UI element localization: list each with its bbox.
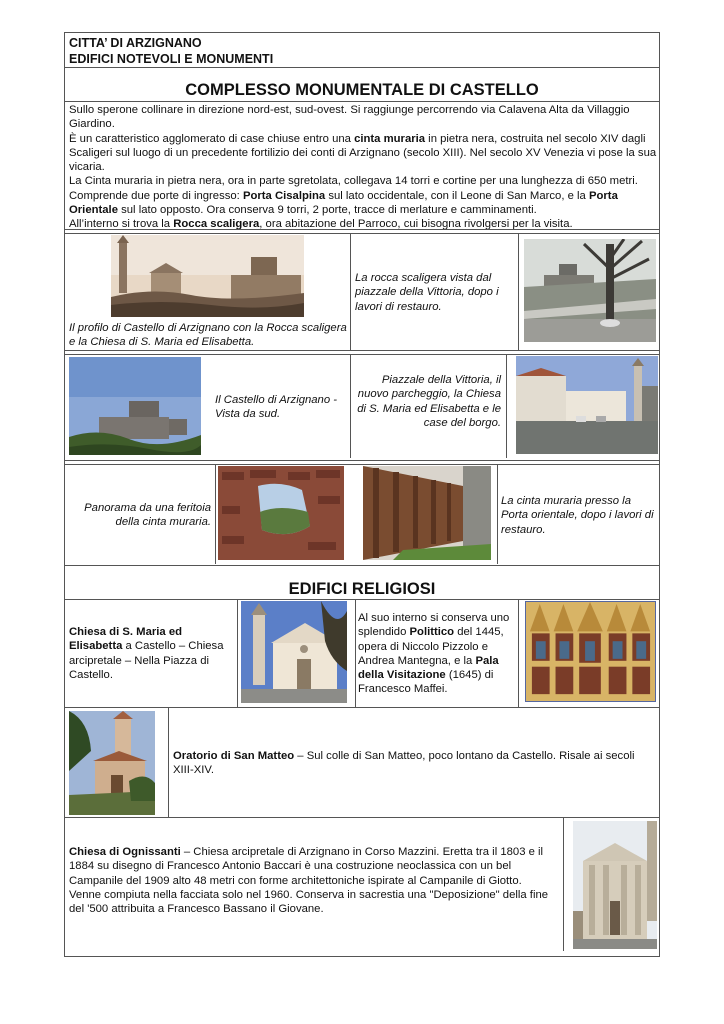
photo-panorama-feritoia: [218, 466, 344, 560]
paragraph-history: È un caratteristico agglomerato di case chiuse entro una cinta muraria in pietra nera, costruita nel secolo XIV dagli Scaligeri sul luogo di un precedente fortilizio dei conti di Arzignano (secolo XIII). Nel secolo XV Venezia vi pose la sua vicaria.: [69, 132, 657, 174]
divider: [497, 464, 498, 564]
document-header: [65, 33, 659, 68]
divider: [65, 101, 659, 102]
divider: [65, 229, 659, 230]
caption-piazzale: Piazzale della Vittoria, il nuovo parcheggio, la Chiesa di S. Maria ed Elisabetta e le case del borgo.: [357, 374, 501, 429]
photo-castello-sud: [69, 357, 201, 455]
castello-description: [69, 103, 657, 232]
caption-vista-sud: Il Castello di Arzignano - Vista da sud.: [215, 394, 338, 421]
divider: [563, 817, 564, 951]
photo-polittico: [525, 601, 656, 702]
photo-oratorio-san-matteo: [69, 711, 155, 815]
divider: [518, 599, 519, 707]
san-matteo-description: Oratorio di San Matteo – Sul colle di San Matteo, poco lontano da Castello. Risale ai secoli XIII-XIV.: [173, 750, 635, 777]
section-title-castello: COMPLESSO MONUMENTALE DI CASTELLO: [185, 81, 539, 99]
divider: [215, 464, 216, 564]
divider: [65, 354, 659, 355]
divider: [65, 817, 659, 818]
santa-maria-description: Al suo interno si conserva uno splendido Polittico del 1445, opera di Niccolo Pizzolo e Andrea Mantegna, e la Pala della Visitazione (1645) di Francesco Maffei.: [358, 612, 510, 696]
caption-panorama: Panorama da una feritoia della cinta muraria.: [84, 502, 211, 529]
photo-chiesa-ognissanti: [573, 821, 657, 949]
photo-piazzale-vittoria: [516, 356, 658, 454]
divider: [518, 233, 519, 350]
paragraph-walls: La Cinta muraria in pietra nera, ora in parte sgretolata, collegava 14 torri e cortine per una lunghezza di 650 metri. Comprende due porte di ingresso: Porta Cisalpina sul lato occidentale, con il Leone di San Marco, e la Porta Orientale sul lato opposto. Ora conserva 9 torri, 2 porte, tracce di merlature e camminamenti.: [69, 175, 638, 217]
divider: [168, 707, 169, 817]
photo-chiesa-santa-maria: [241, 601, 347, 703]
photo-castello-profile: [111, 235, 304, 317]
section-title-religiosi: EDIFICI RELIGIOSI: [288, 580, 436, 598]
divider: [350, 233, 351, 350]
paragraph-rocca: All’interno si trova la Rocca scaligera, ora abitazione del Parroco, cui bisogna rivolgersi per la visita.: [69, 218, 573, 231]
header-city: CITTA’ DI ARZIGNANO: [69, 36, 202, 50]
paragraph-location: Sullo sperone collinare in direzione nord-est, sud-ovest. Si raggiunge percorrendo via Calavena Alta da Villaggio Giardino.: [69, 104, 630, 131]
divider: [350, 354, 351, 458]
divider: [506, 354, 507, 458]
divider: [65, 233, 659, 234]
santa-maria-title: Chiesa di S. Maria ed Elisabetta a Castello – Chiesa arcipretale – Nella Piazza di Castello.: [69, 626, 224, 681]
ognissanti-description: Chiesa di Ognissanti – Chiesa arcipretale di Arzignano in Corso Mazzini. Eretta tra il 1803 e il 1884 su disegno di Francesco Antonio Baccari è una costruzione neoclassica con un bel Campanile del 1909 alto 48 metri con forme architettoniche ispirate al Campanile di Giotto. Venne compiuta nella facciata solo nel 1960. Conserva in sacrestia una "Deposizione" della fine del '500 attribuita a Francesco Bassano il Giovane.: [69, 846, 549, 916]
divider: [65, 460, 659, 461]
header-subtitle: EDIFICI NOTEVOLI E MONUMENTI: [69, 52, 274, 66]
divider: [355, 599, 356, 707]
photo-rocca-scaligera: [524, 239, 656, 342]
caption-rocca: La rocca scaligera vista dal piazzale della Vittoria, dopo i lavori di restauro.: [355, 272, 499, 313]
document-page: [64, 32, 660, 957]
divider: [65, 599, 659, 600]
divider: [65, 464, 659, 465]
photo-cinta-muraria: [363, 466, 491, 560]
divider: [65, 707, 659, 708]
divider: [65, 565, 659, 566]
caption-cinta: La cinta muraria presso la Porta orientale, dopo i lavori di restauro.: [501, 495, 654, 536]
divider: [237, 599, 238, 707]
caption-profilo: Il profilo di Castello di Arzignano con la Rocca scaligera e la Chiesa di S. Maria ed Elisabetta.: [69, 322, 347, 349]
divider: [65, 350, 659, 351]
